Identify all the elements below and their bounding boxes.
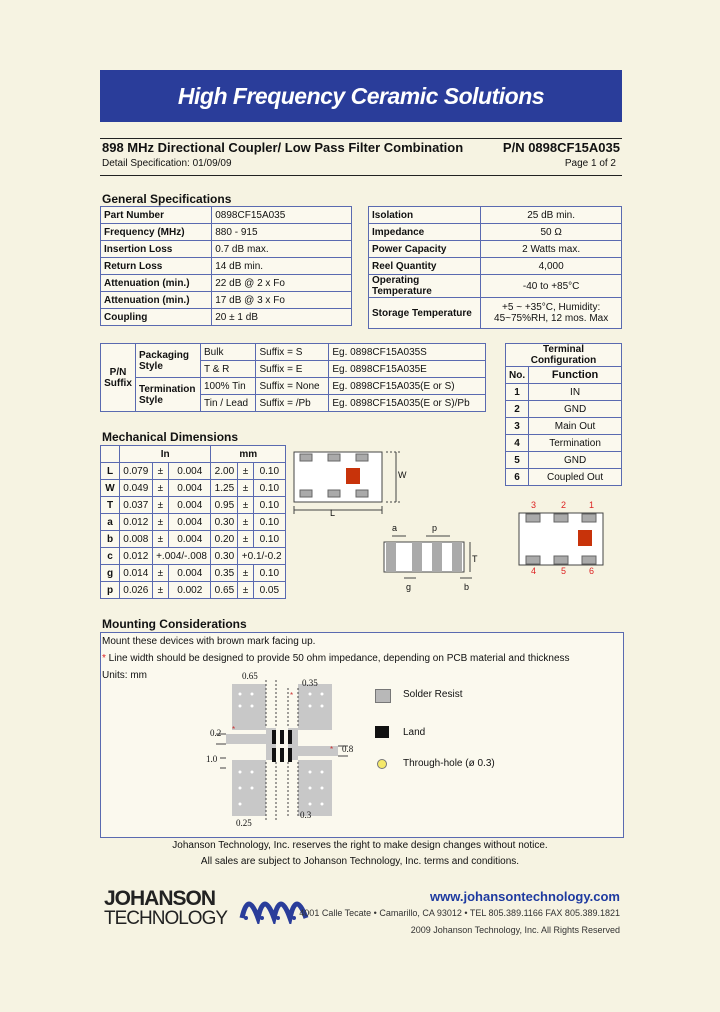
col-mm-header: mm	[211, 446, 286, 463]
pn-cell: Eg. 0898CF15A035S	[329, 344, 486, 361]
part-number-title: P/N 0898CF15A035	[502, 140, 620, 155]
dim-in-pm: ±	[152, 514, 169, 531]
dim-label: 0.65	[242, 671, 258, 681]
terminal-config-table	[505, 343, 622, 486]
dim-mm-value: 0.20	[211, 531, 238, 548]
dim-in-pm: ±	[152, 582, 169, 599]
terminal-function: GND	[529, 401, 622, 418]
table-row	[101, 224, 352, 241]
mounting-line2	[102, 653, 570, 664]
table-row	[369, 207, 622, 224]
legend-solder-resist: Solder Resist	[403, 689, 463, 700]
dim-letter: c	[101, 548, 120, 565]
spec-value: -40 to +85°C	[481, 275, 622, 298]
dim-mm-value: 0.30	[211, 514, 238, 531]
table-row	[369, 241, 622, 258]
spec-label: Operating Temperature	[369, 275, 481, 298]
dim-mm-pm: ±	[238, 582, 253, 599]
dim-in-tol: 0.002	[169, 582, 211, 599]
dim-in-pm: ±	[152, 531, 169, 548]
pn-cell: T & R	[201, 361, 256, 378]
dim-in-tol: 0.004	[169, 514, 211, 531]
spec-value: 14 dB min.	[212, 258, 352, 275]
pn-suffix-label: P/N Suffix	[101, 344, 136, 412]
dim-in-pm: ±	[152, 565, 169, 582]
mechanical-heading: Mechanical Dimensions	[102, 430, 239, 444]
detail-spec-date: Detail Specification: 01/09/09	[102, 158, 232, 169]
dim-letter: a	[101, 514, 120, 531]
mounting-line2-text: Line width should be designed to provide 50 ohm impedance, depending on PCB material and thickness	[105, 653, 570, 664]
table-row	[101, 309, 352, 326]
dim-in-value: 0.014	[120, 565, 153, 582]
dim-in-tol: 0.004	[169, 480, 211, 497]
terminal-number: 4	[506, 435, 529, 452]
mechanical-side-view	[376, 530, 486, 594]
dim-letter: L	[101, 463, 120, 480]
spec-value: 0.7 dB max.	[212, 241, 352, 258]
table-row	[101, 480, 286, 497]
table-row	[101, 275, 352, 292]
spec-label: Frequency (MHz)	[101, 224, 212, 241]
dim-mm-tol: 0.10	[253, 480, 285, 497]
mechanical-top-view	[290, 448, 410, 518]
general-spec-right-table	[368, 206, 622, 329]
units-label: Units: mm	[102, 670, 147, 681]
pn-cell: Eg. 0898CF15A035(E or S)/Pb	[329, 395, 486, 412]
terminal-function-header: Function	[529, 367, 622, 384]
dim-mm-pm: ±	[238, 497, 253, 514]
company-address: 4001 Calle Tecate • Camarillo, CA 93012 • TEL 805.389.1166 FAX 805.389.1821	[299, 908, 620, 918]
spec-label: Power Capacity	[369, 241, 481, 258]
spec-label: Impedance	[369, 224, 481, 241]
spec-label: Reel Quantity	[369, 258, 481, 275]
spec-value: 50 Ω	[481, 224, 622, 241]
pn-cell: Suffix = E	[256, 361, 329, 378]
table-row	[506, 384, 622, 401]
logo-line1: JOHANSON	[104, 887, 216, 910]
dim-in-value: 0.008	[120, 531, 153, 548]
spec-value: 22 dB @ 2 x Fo	[212, 275, 352, 292]
spec-label: Isolation	[369, 207, 481, 224]
pn-cell: Eg. 0898CF15A035(E or S)	[329, 378, 486, 395]
dim-mm-value: 1.25	[211, 480, 238, 497]
notice-terms: All sales are subject to Johanson Technology, Inc. terms and conditions.	[200, 856, 520, 867]
dim-label: 0.3	[300, 810, 312, 820]
table-row	[101, 207, 352, 224]
table-row	[101, 514, 286, 531]
table-row	[101, 463, 286, 480]
dim-in-value: 0.049	[120, 480, 153, 497]
legend-land: Land	[403, 727, 426, 738]
terminal-number: 1	[506, 384, 529, 401]
company-logo-mark	[238, 884, 318, 924]
dim-mm-tol: 0.05	[253, 582, 285, 599]
pn-cell: Suffix = None	[256, 378, 329, 395]
dim-label: 0.35	[302, 678, 318, 688]
spec-value: 880 - 915	[212, 224, 352, 241]
terminal-number: 3	[506, 418, 529, 435]
dim-mm-tol: 0.10	[253, 565, 285, 582]
spec-label: Part Number	[101, 207, 212, 224]
general-spec-left-table	[100, 206, 352, 326]
logo-line2: TECHNOLOGY	[104, 908, 228, 929]
dim-in-value: 0.037	[120, 497, 153, 514]
table-row	[101, 582, 286, 599]
table-row	[506, 435, 622, 452]
termination-style-label: Termination Style	[136, 378, 201, 412]
copyright: 2009 Johanson Technology, Inc. All Rights Reserved	[410, 925, 620, 935]
dim-mm-value: 2.00	[211, 463, 238, 480]
col-in-header: In	[120, 446, 211, 463]
dim-b-label: b	[464, 582, 470, 592]
dim-label: 0.8	[342, 744, 354, 754]
mounting-heading: Mounting Considerations	[102, 617, 247, 631]
dim-in-pm: ±	[152, 480, 169, 497]
terminal-function: Coupled Out	[529, 469, 622, 486]
terminal-function: Termination	[529, 435, 622, 452]
dim-label: 0.25	[236, 818, 252, 828]
table-row	[101, 241, 352, 258]
terminal-number: 2	[506, 401, 529, 418]
spec-label: Storage Temperature	[369, 298, 481, 329]
dim-in-tol: 0.004	[169, 497, 211, 514]
svg-text:*: *	[330, 745, 334, 754]
terminal-number: 6	[506, 469, 529, 486]
dim-in-value: 0.026	[120, 582, 153, 599]
dim-t-label: T	[472, 554, 478, 564]
pn-cell: Tin / Lead	[201, 395, 256, 412]
dim-in-tol: 0.004	[169, 565, 211, 582]
dim-letter: b	[101, 531, 120, 548]
dim-in-value: 0.079	[120, 463, 153, 480]
pin-label: 2	[561, 500, 567, 510]
dim-label: 0.2	[210, 728, 222, 738]
table-row	[506, 401, 622, 418]
spec-value: 4,000	[481, 258, 622, 275]
pn-cell: Eg. 0898CF15A035E	[329, 361, 486, 378]
footprint-diagram	[206, 672, 356, 828]
dim-mm-value: 0.95	[211, 497, 238, 514]
dim-l-label: L	[330, 508, 336, 518]
dim-in-tol: 0.004	[169, 531, 211, 548]
dim-mm-value: 0.35	[211, 565, 238, 582]
dim-mm-pm: ±	[238, 531, 253, 548]
dim-letter: g	[101, 565, 120, 582]
dim-mm-value: 0.65	[211, 582, 238, 599]
table-row	[101, 548, 286, 565]
pn-cell: Suffix = /Pb	[256, 395, 329, 412]
pin-label: 4	[531, 566, 537, 576]
dim-mm-pm: ±	[238, 514, 253, 531]
notice-design-changes: Johanson Technology, Inc. reserves the right to make design changes without notice.	[172, 840, 548, 851]
dim-a-label: a	[392, 523, 398, 533]
spec-value: 2 Watts max.	[481, 241, 622, 258]
dim-mm-tol: 0.10	[253, 497, 285, 514]
dim-in-pm: ±	[152, 497, 169, 514]
through-hole-icon	[377, 759, 387, 769]
dim-in-tol: 0.004	[169, 463, 211, 480]
pin-label: 5	[561, 566, 567, 576]
table-row	[369, 224, 622, 241]
dim-mm-value: 0.30	[211, 548, 238, 565]
dim-g-label: g	[406, 582, 412, 592]
table-row	[101, 565, 286, 582]
dim-mm-tol: 0.10	[253, 514, 285, 531]
dim-mm-tol: +0.1/-0.2	[238, 548, 286, 565]
legend-through-hole: Through-hole (ø 0.3)	[403, 758, 495, 769]
pin-label: 3	[531, 500, 537, 510]
general-spec-heading: General Specifications	[102, 192, 232, 206]
spec-value: 0898CF15A035	[212, 207, 352, 224]
spec-value: 25 dB min.	[481, 207, 622, 224]
spec-label: Attenuation (min.)	[101, 292, 212, 309]
page-banner: High Frequency Ceramic Solutions	[100, 70, 622, 122]
dim-mm-pm: ±	[238, 480, 253, 497]
table-row	[369, 258, 622, 275]
solder-resist-swatch	[375, 689, 391, 703]
spec-label: Coupling	[101, 309, 212, 326]
table-row	[101, 292, 352, 309]
table-row	[101, 497, 286, 514]
spec-label: Return Loss	[101, 258, 212, 275]
pin-label: 6	[589, 566, 595, 576]
dim-letter: W	[101, 480, 120, 497]
dim-in-value: 0.012	[120, 548, 153, 565]
terminal-function: GND	[529, 452, 622, 469]
table-row	[369, 298, 622, 329]
page-indicator: Page 1 of 2	[564, 158, 616, 169]
document-title: 898 MHz Directional Coupler/ Low Pass Filter Combination	[102, 140, 464, 155]
terminal-number: 5	[506, 452, 529, 469]
website-link[interactable]: www.johansontechnology.com	[430, 889, 620, 904]
terminal-config-heading: Terminal Configuration	[506, 344, 622, 367]
spec-value: 20 ± 1 dB	[212, 309, 352, 326]
pn-cell: Bulk	[201, 344, 256, 361]
table-row	[506, 452, 622, 469]
dim-mm-tol: 0.10	[253, 531, 285, 548]
required-mark: *	[102, 653, 106, 664]
pn-suffix-table	[100, 343, 486, 412]
packaging-style-label: Packaging Style	[136, 344, 201, 378]
table-row	[101, 531, 286, 548]
pn-cell: Suffix = S	[256, 344, 329, 361]
dim-in-value: 0.012	[120, 514, 153, 531]
dim-p-label: p	[432, 523, 438, 533]
terminal-function: Main Out	[529, 418, 622, 435]
terminal-chip-diagram	[518, 512, 604, 566]
dim-letter: T	[101, 497, 120, 514]
svg-text:*: *	[232, 725, 236, 734]
pin-label: 1	[589, 500, 595, 510]
dim-label: 1.0	[206, 754, 218, 764]
pn-cell: 100% Tin	[201, 378, 256, 395]
dim-in-tol: +.004/-.008	[152, 548, 211, 565]
mounting-line1: Mount these devices with brown mark facing up.	[102, 636, 316, 647]
terminal-no-header: No.	[506, 367, 529, 384]
dim-mm-pm: ±	[238, 565, 253, 582]
table-row	[369, 275, 622, 298]
spec-value: 17 dB @ 3 x Fo	[212, 292, 352, 309]
table-row	[506, 469, 622, 486]
dim-mm-pm: ±	[238, 463, 253, 480]
land-swatch	[375, 726, 389, 738]
spec-value: +5 ~ +35°C, Humidity: 45~75%RH, 12 mos. Max	[481, 298, 622, 329]
dim-mm-tol: 0.10	[253, 463, 285, 480]
terminal-function: IN	[529, 384, 622, 401]
spec-label: Insertion Loss	[101, 241, 212, 258]
dim-in-pm: ±	[152, 463, 169, 480]
table-row	[506, 418, 622, 435]
svg-text:*: *	[290, 691, 294, 700]
mechanical-table	[100, 445, 286, 599]
dim-letter: p	[101, 582, 120, 599]
table-row	[101, 258, 352, 275]
spec-label: Attenuation (min.)	[101, 275, 212, 292]
dim-w-label: W	[398, 470, 407, 480]
